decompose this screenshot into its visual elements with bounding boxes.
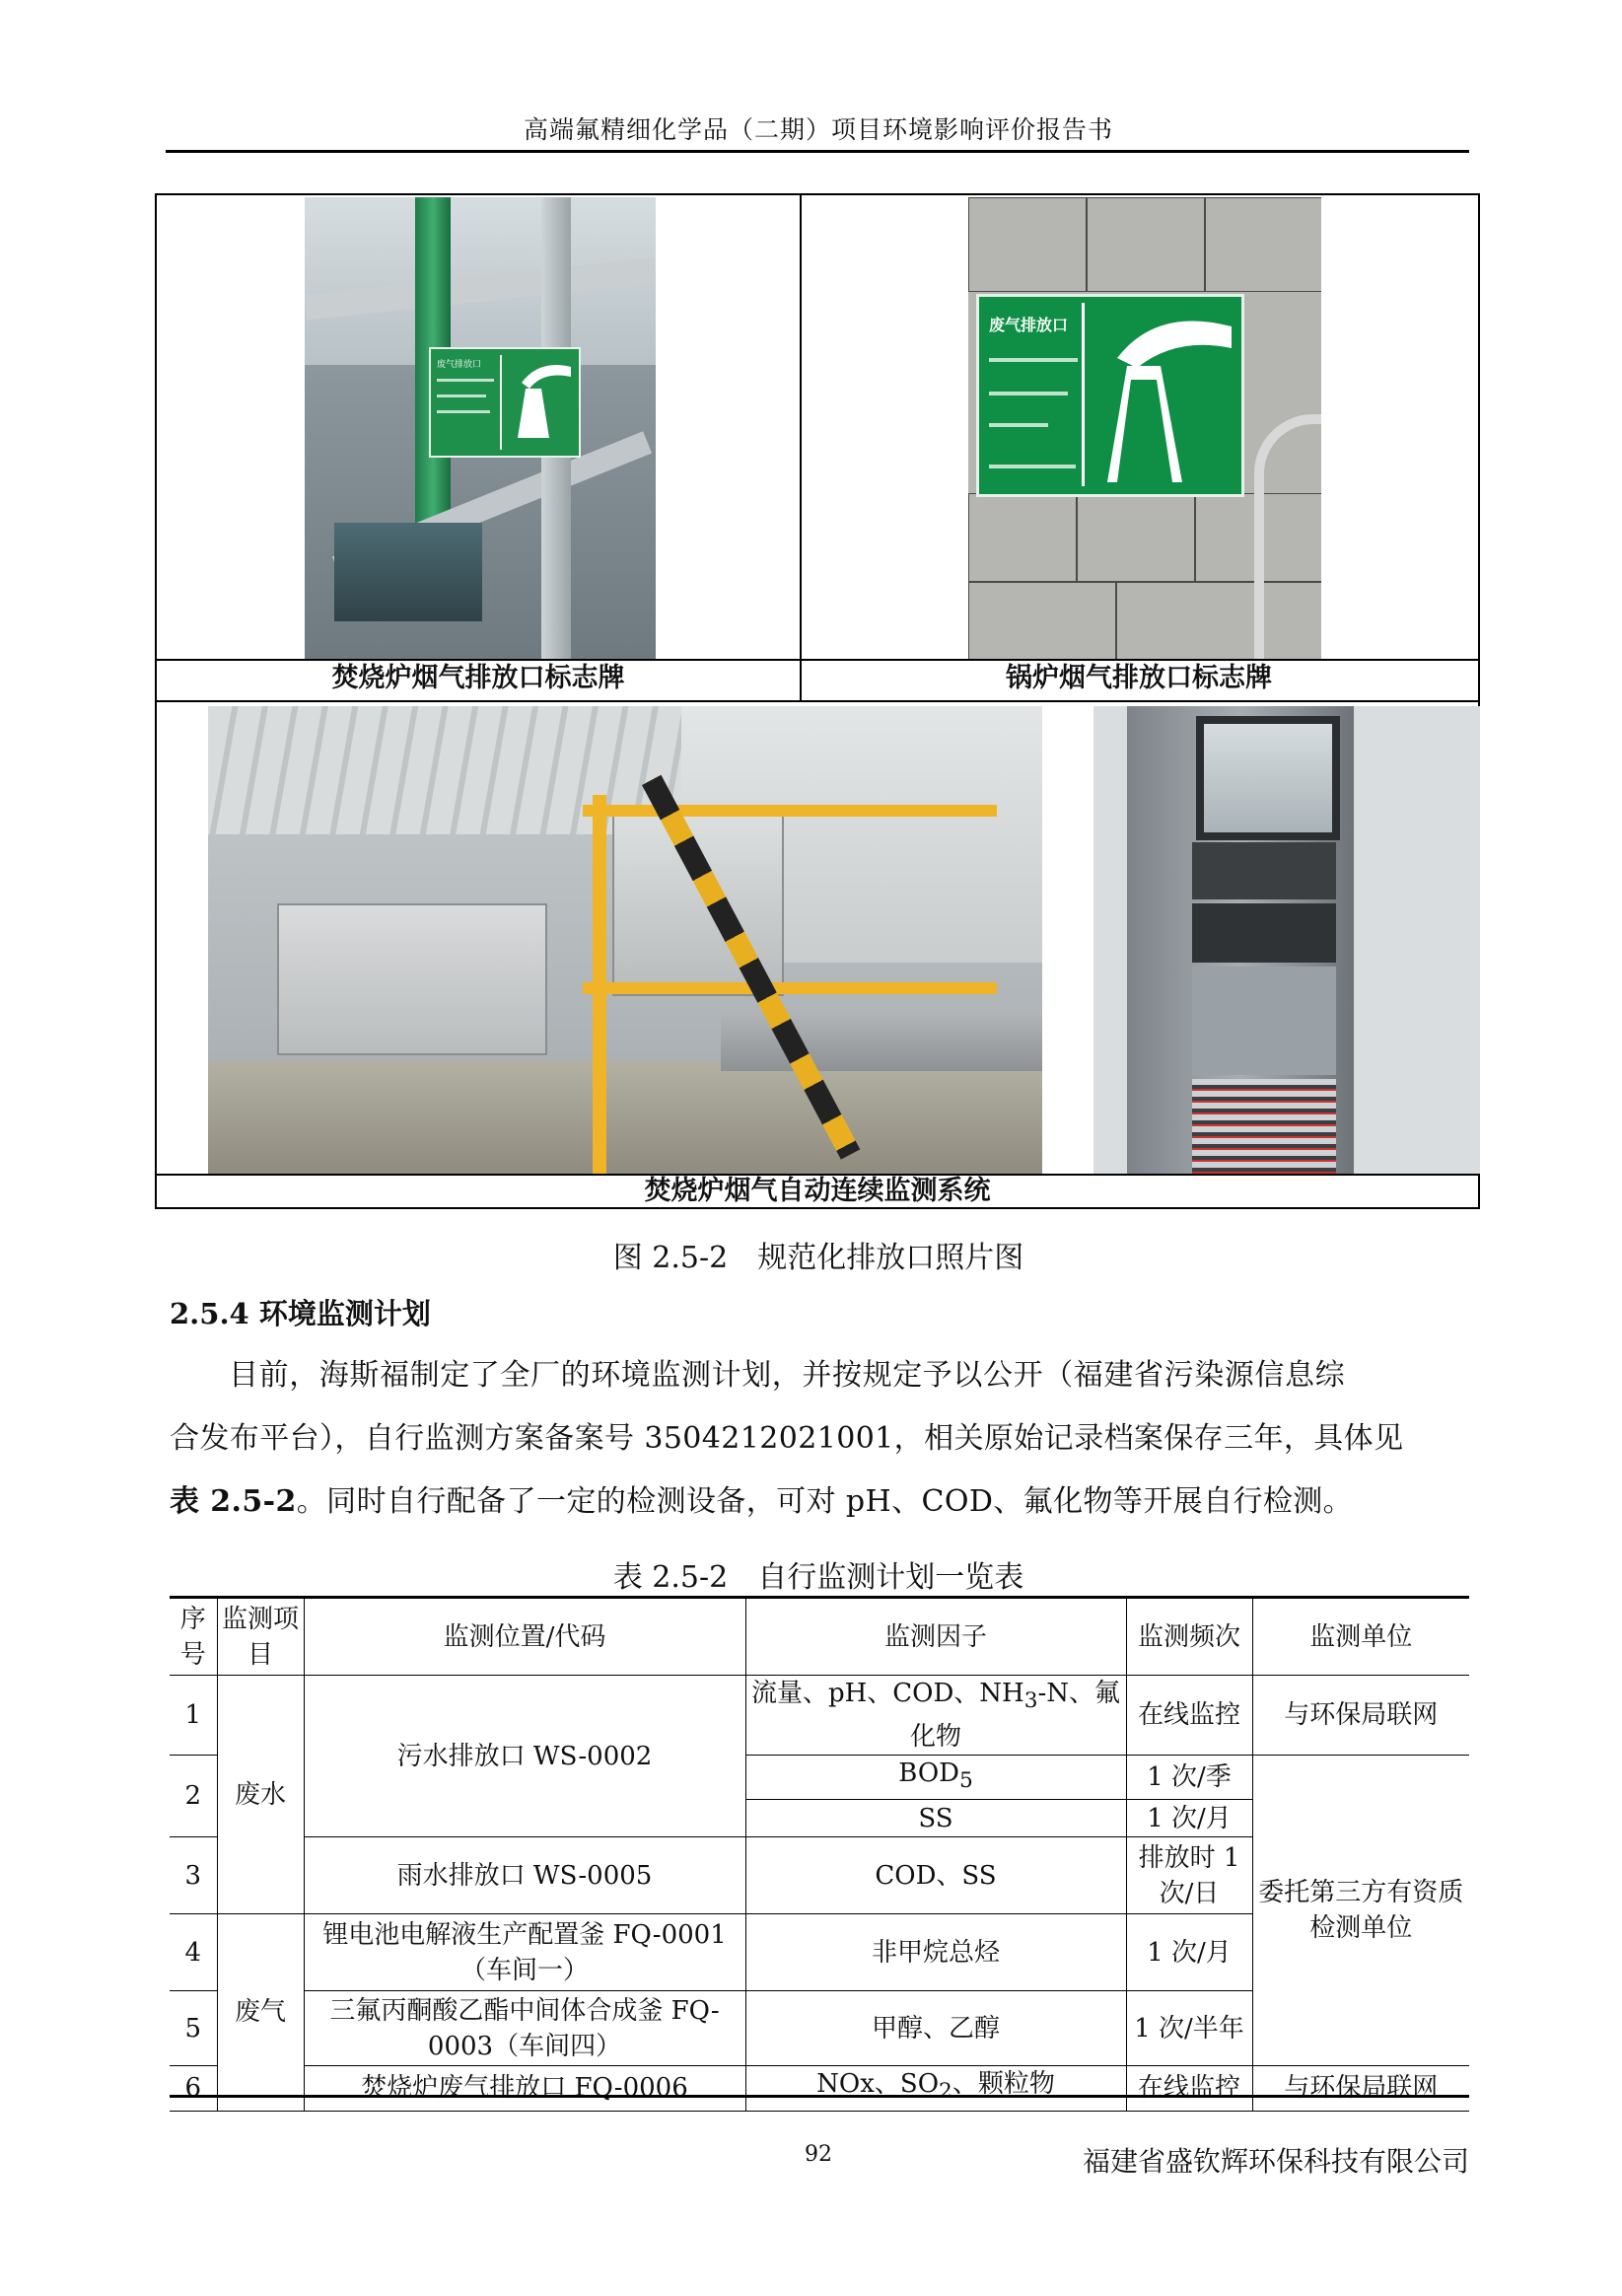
- caption-boiler-sign: 锅炉烟气排放口标志牌: [1006, 663, 1272, 693]
- cell-no: 1: [170, 1676, 217, 1756]
- discharge-sign-graphic: [429, 347, 581, 458]
- table-bottom-rule: [170, 2095, 1469, 2098]
- cell-frequency: 1 次/月: [1126, 1800, 1252, 1837]
- table-row: [170, 2066, 1469, 2111]
- factor-subscript: 3: [1023, 1688, 1038, 1714]
- monitoring-plan-table: [170, 1598, 1469, 2112]
- cell-frequency: 1 次/季: [1126, 1756, 1252, 1800]
- photo-incinerator-sign: [305, 197, 656, 659]
- cell-frequency: 在线监控: [1126, 2066, 1252, 2111]
- cell-frequency: 在线监控: [1126, 1676, 1252, 1756]
- header-rule: [166, 150, 1469, 153]
- section-heading: 2.5.4 环境监测计划: [170, 1297, 431, 1330]
- page-number: 92: [805, 2142, 832, 2167]
- photo-cems-rack: [1093, 706, 1480, 1174]
- cell-factor: 甲醇、乙醇: [745, 1991, 1126, 2066]
- factor-text: 流量、pH、COD、NH: [750, 1679, 1024, 1708]
- cell-factor: [745, 2066, 1126, 2111]
- cell-unit: 与环保局联网: [1252, 2066, 1469, 2111]
- cell-location: 雨水排放口 WS-0005: [304, 1837, 745, 1914]
- cell-factor: [745, 1676, 1126, 1756]
- cell-location: 焚烧炉废气排放口 FQ-0006: [304, 2066, 745, 2111]
- header-item: 监测项目: [217, 1599, 304, 1676]
- body-line-3: [170, 1471, 1469, 1534]
- cell-no: 4: [170, 1914, 217, 1991]
- caption-cems: 焚烧炉烟气自动连续监测系统: [644, 1176, 991, 1206]
- table-caption: 表 2.5-2 自行监测计划一览表: [612, 1560, 1024, 1595]
- body-line-3-rest: 。同时自行配备了一定的检测设备，可对 pH、COD、氟化物等开展自行检测。: [296, 1484, 1354, 1519]
- header-factor: 监测因子: [745, 1599, 1126, 1676]
- header-frequency: 监测频次: [1126, 1599, 1252, 1676]
- cell-factor: 非甲烷总烃: [745, 1914, 1126, 1991]
- table-header-row: [170, 1599, 1469, 1676]
- cell-location: 三氟丙酮酸乙酯中间体合成釜 FQ-0003（车间四）: [304, 1991, 745, 2066]
- cell-frequency: 1 次/月: [1126, 1914, 1252, 1991]
- cell-no: 2: [170, 1756, 217, 1837]
- factor-text: -N、氟化物: [909, 1679, 1121, 1753]
- factor-text: NOx、SO: [816, 2069, 940, 2100]
- factor-text: BOD: [898, 1758, 959, 1789]
- body-line-1: 目前，海斯福制定了全厂的环境监测计划，并按规定予以公开（福建省污染源信息综: [229, 1358, 1346, 1393]
- cell-factor: COD、SS: [745, 1837, 1126, 1914]
- running-header: 高端氟精细化学品（二期）项目环境影响评价报告书: [523, 115, 1113, 144]
- photo-cems-cabinets: [208, 706, 1042, 1174]
- photo-grid: [155, 193, 1480, 1209]
- table-row: [170, 1676, 1469, 1756]
- header-no: 序号: [170, 1599, 217, 1676]
- factor-text: 、颗粒物: [952, 2069, 1055, 2100]
- grid-divider: [157, 700, 1478, 702]
- header-location: 监测位置/代码: [304, 1599, 745, 1676]
- grid-divider: [157, 659, 1478, 661]
- footer-company: 福建省盛钦辉环保科技有限公司: [1082, 2145, 1469, 2178]
- cell-frequency: 排放时 1 次/日: [1126, 1837, 1252, 1914]
- figure-caption: 图 2.5-2 规范化排放口照片图: [612, 1241, 1024, 1275]
- factor-subscript: 2: [939, 2079, 952, 2105]
- boiler-sign-graphic: [976, 294, 1244, 497]
- boiler-sign-title: 废气排放口: [989, 316, 1069, 334]
- cell-unit: 与环保局联网: [1252, 1676, 1469, 1756]
- cell-no: 6: [170, 2066, 217, 2111]
- cell-frequency: 1 次/半年: [1126, 1991, 1252, 2066]
- photo-boiler-sign: [968, 197, 1321, 659]
- cell-location: 锂电池电解液生产配置釜 FQ-0001（车间一）: [304, 1914, 745, 1991]
- body-line-2: 合发布平台），自行监测方案备案号 3504212021001，相关原始记录档案保存三年，具体见: [170, 1421, 1404, 1456]
- grid-divider: [800, 195, 802, 700]
- cell-unit-third-party: 委托第三方有资质检测单位: [1252, 1756, 1469, 2066]
- cell-no: 5: [170, 1991, 217, 2066]
- table-top-rule: [170, 1596, 1469, 1599]
- header-unit: 监测单位: [1252, 1599, 1469, 1676]
- cell-factor: SS: [745, 1800, 1126, 1837]
- cell-no: 3: [170, 1837, 217, 1914]
- sign-title: 废气排放口: [437, 360, 482, 370]
- caption-incinerator-sign: 焚烧炉烟气排放口标志牌: [331, 663, 625, 693]
- cell-item-wastewater: 废水: [217, 1676, 304, 1914]
- factor-subscript: 5: [958, 1768, 973, 1794]
- table-reference: 表 2.5-2: [170, 1484, 297, 1519]
- cell-ws-outlet: 污水排放口 WS-0002: [304, 1676, 745, 1837]
- cell-factor: [745, 1756, 1126, 1800]
- cell-item-wastegas: 废气: [217, 1914, 304, 2111]
